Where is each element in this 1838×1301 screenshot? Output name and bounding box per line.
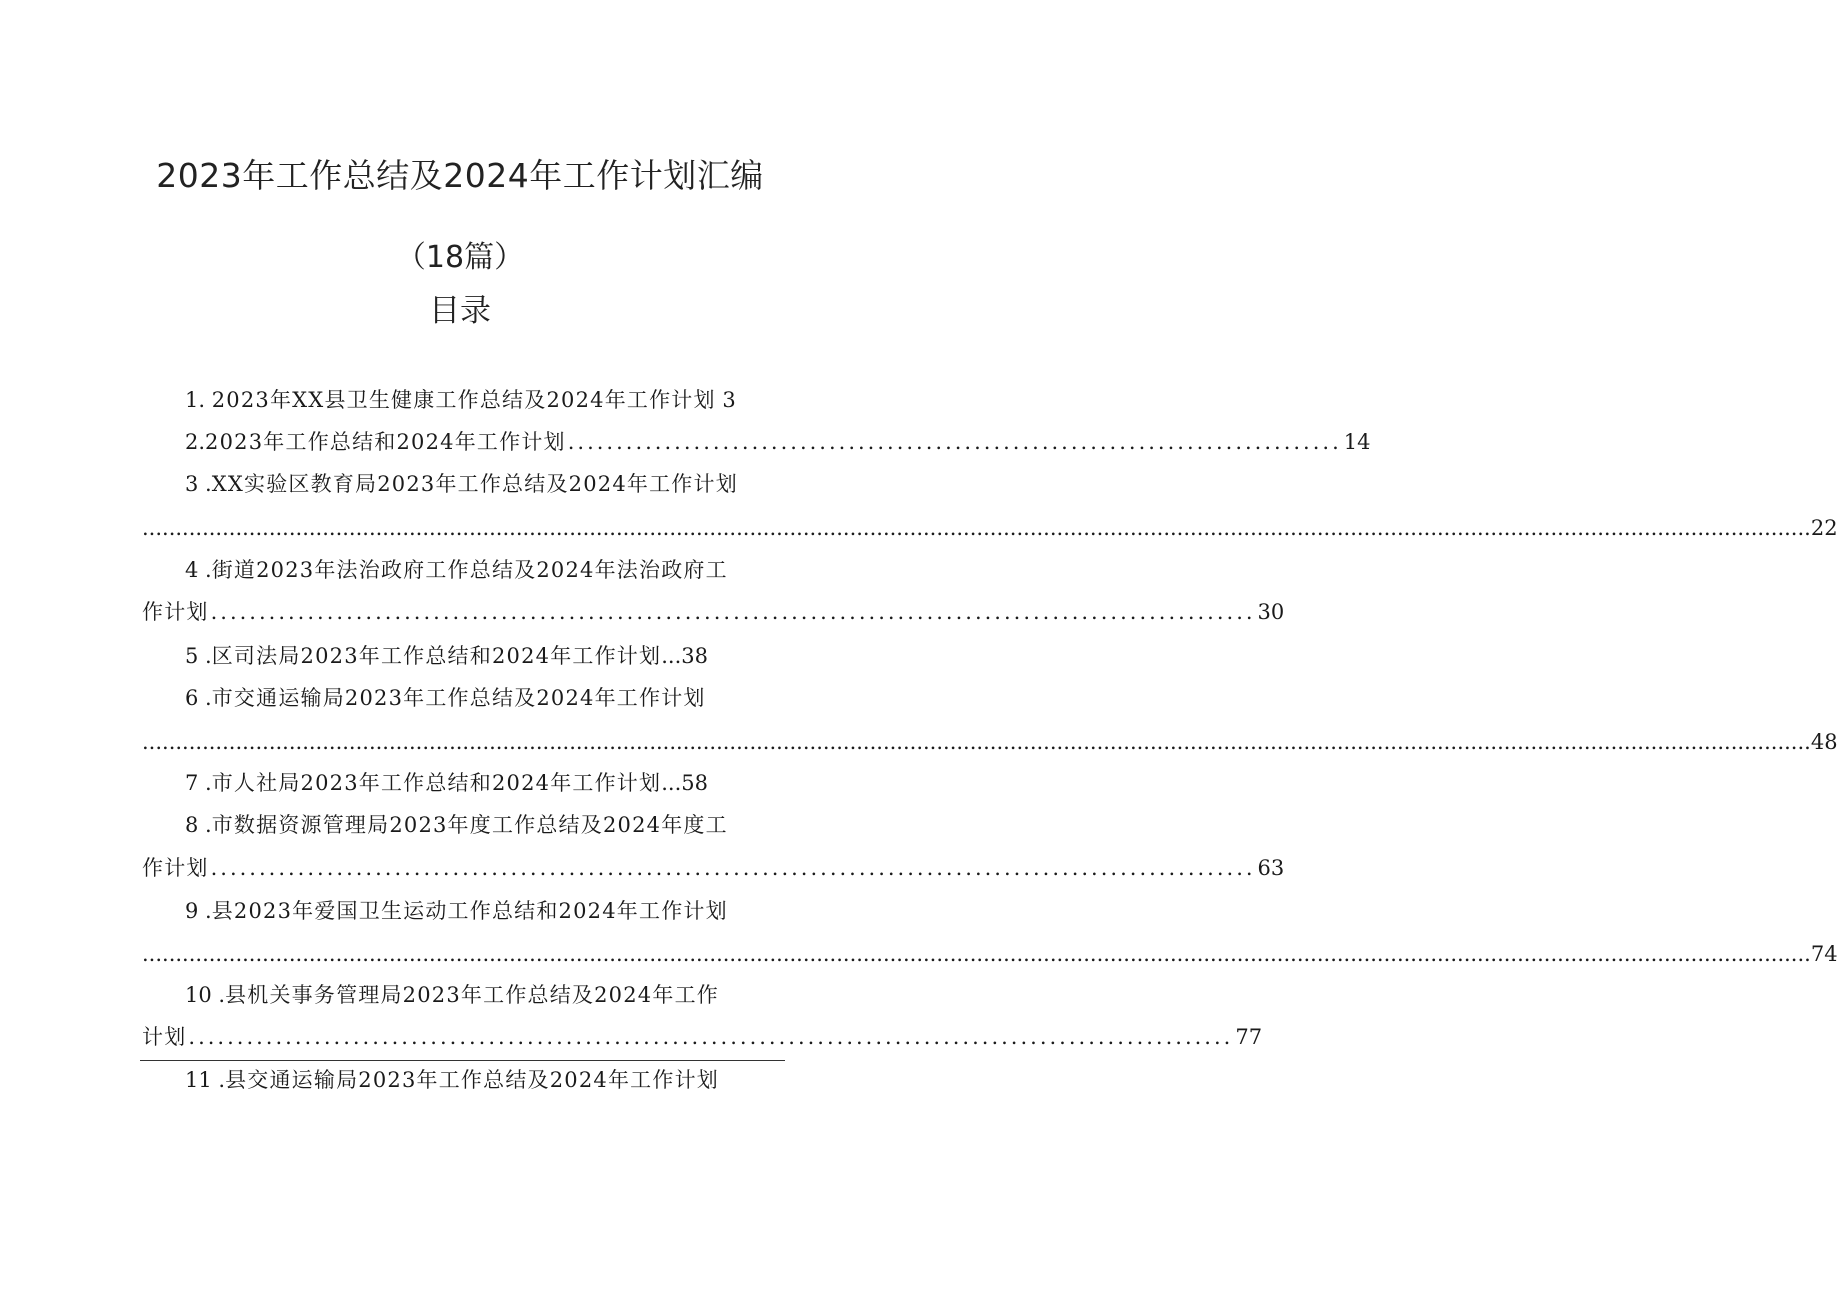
toc-entry-8-cont[interactable] <box>142 856 1285 880</box>
toc-entry-page: 74 <box>1810 942 1838 966</box>
toc-entry-title: 县机关事务管理局2023年工作总结及2024年工作 <box>225 983 719 1007</box>
toc-entry-9-leader-row[interactable] <box>142 942 1838 966</box>
toc-leader-dots: ... <box>661 644 682 668</box>
toc-leader-dots: .......................................................................................................................................................................................................................................................... <box>142 730 1811 754</box>
toc-entry-4-cont[interactable] <box>142 600 1285 624</box>
toc-entry-number: 7 . <box>185 771 212 795</box>
toc-entry-number: 11 . <box>185 1068 226 1092</box>
toc-entry-title: 区司法局2023年工作总结和2024年工作计划 <box>211 644 662 668</box>
toc-entry-title-cont: 计划 <box>142 1025 187 1049</box>
toc-entry-page: 48 <box>1810 730 1838 754</box>
toc-entry-page: 77 <box>1235 1025 1263 1049</box>
toc-entry-3-leader-row[interactable] <box>142 516 1838 540</box>
toc-leader-dots: ............................................................................................................ <box>188 1025 1234 1049</box>
toc-entry-3[interactable] <box>185 474 755 495</box>
document-title: 2023年工作总结及2024年工作计划汇编 <box>156 156 764 195</box>
toc-entry-number: 10 . <box>185 983 226 1007</box>
toc-entry-title: 街道2023年法治政府工作总结及2024年法治政府工 <box>211 558 728 582</box>
toc-entry-title: 市人社局2023年工作总结和2024年工作计划 <box>211 771 662 795</box>
toc-entry-page: 38 <box>681 644 708 668</box>
toc-entry-page: 30 <box>1257 600 1285 624</box>
toc-leader-dots: ............................................................................................................ <box>210 856 1256 880</box>
toc-entry-page: 22 <box>1810 516 1838 540</box>
toc-entry-9[interactable] <box>185 901 755 922</box>
toc-entry-page: 3 <box>722 388 736 412</box>
toc-entry-number: 4 . <box>185 558 212 582</box>
toc-entry-2[interactable] <box>185 430 1371 454</box>
toc-leader-dots: ............................................................................................................ <box>210 600 1256 624</box>
toc-entry-number: 6 . <box>185 686 212 710</box>
toc-leader-dots: .......................................................................................................................................................................................................................................................... <box>142 516 1811 540</box>
toc-entry-title: 市数据资源管理局2023年度工作总结及2024年度工 <box>211 813 728 837</box>
toc-entry-6[interactable] <box>185 688 755 709</box>
toc-entry-number: 2. <box>185 430 206 454</box>
toc-entry-title-cont: 作计划 <box>142 856 209 880</box>
toc-entry-8[interactable] <box>185 815 745 836</box>
toc-entry-10[interactable] <box>185 985 745 1006</box>
toc-leader-dots: ................................................................................ <box>567 430 1342 454</box>
toc-entry-6-leader-row[interactable] <box>142 730 1838 754</box>
toc-entry-5[interactable] <box>185 646 745 667</box>
toc-leader-dots: ... <box>661 771 682 795</box>
toc-entry-title: 2023年XX县卫生健康工作总结及2024年工作计划 <box>211 388 716 412</box>
toc-entry-4[interactable] <box>185 560 745 581</box>
toc-entry-10-cont[interactable] <box>142 1025 1263 1049</box>
document-subtitle: （18篇） <box>395 240 525 275</box>
toc-entry-number: 3 . <box>185 472 212 496</box>
page-divider <box>140 1060 785 1061</box>
toc-entry-title: 县交通运输局2023年工作总结及2024年工作计划 <box>225 1068 719 1092</box>
toc-entry-title: 市交通运输局2023年工作总结及2024年工作计划 <box>211 686 706 710</box>
toc-entry-title: XX实验区教育局2023年工作总结及2024年工作计划 <box>211 472 738 496</box>
toc-entry-number: 1. <box>185 388 212 412</box>
toc-entry-1[interactable] <box>185 390 745 411</box>
toc-entry-11[interactable] <box>185 1070 745 1091</box>
toc-entry-page: 63 <box>1257 856 1285 880</box>
toc-entry-number: 5 . <box>185 644 212 668</box>
toc-entry-page: 14 <box>1343 430 1371 454</box>
toc-entry-title: 2023年工作总结和2024年工作计划 <box>205 430 566 454</box>
toc-entry-page: 58 <box>681 771 708 795</box>
toc-entry-number: 8 . <box>185 813 212 837</box>
toc-entry-title-cont: 作计划 <box>142 600 209 624</box>
toc-heading: 目录 <box>429 293 491 329</box>
toc-entry-title: 县2023年爱国卫生运动工作总结和2024年工作计划 <box>211 899 728 923</box>
toc-entry-7[interactable] <box>185 773 745 794</box>
toc-entry-number: 9 . <box>185 899 212 923</box>
toc-leader-dots: .......................................................................................................................................................................................................................................................... <box>142 942 1811 966</box>
